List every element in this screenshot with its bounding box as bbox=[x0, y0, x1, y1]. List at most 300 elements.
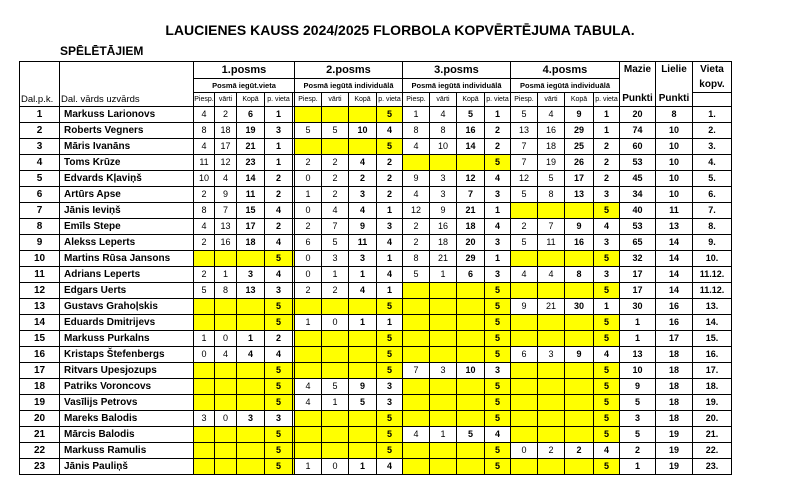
stage-2-place: 5 bbox=[377, 427, 403, 443]
stage-4-kopa bbox=[565, 331, 594, 347]
stage-2-varti: 4 bbox=[322, 203, 349, 219]
mazie-punkti: 1 bbox=[620, 331, 656, 347]
page-subtitle: SPĒLĒTĀJIEM bbox=[60, 44, 144, 58]
row-number: 7 bbox=[20, 203, 60, 219]
player-name: Ritvars Upesjozups bbox=[60, 363, 194, 379]
mazie-punkti: 5 bbox=[620, 395, 656, 411]
stage-3-place: 5 bbox=[485, 443, 511, 459]
overall-rank: 22. bbox=[693, 443, 732, 459]
mazie-punkti: 5 bbox=[620, 427, 656, 443]
mazie-punkti: 3 bbox=[620, 411, 656, 427]
stage-1-varti bbox=[215, 459, 237, 475]
stage-1-piesp bbox=[194, 427, 215, 443]
stage-2-piesp bbox=[295, 139, 322, 155]
stage-2-varti bbox=[322, 299, 349, 315]
stage-1-place: 3 bbox=[265, 123, 293, 139]
stage-1-kopa: 13 bbox=[237, 283, 265, 299]
stage-3-place: 5 bbox=[485, 459, 511, 475]
stage-4-kopa: 26 bbox=[565, 155, 594, 171]
stage-1-kopa bbox=[237, 363, 265, 379]
stage-4-varti: 7 bbox=[538, 219, 565, 235]
stage-4-sub: Posmā iegūtā individuālā bbox=[511, 79, 620, 93]
stage-4-place: 5 bbox=[594, 283, 620, 299]
overall-rank: 11.12. bbox=[693, 267, 732, 283]
stage-2-piesp: 1 bbox=[295, 459, 322, 475]
stage-2-place: 3 bbox=[377, 219, 403, 235]
stage-1-kopa: 1 bbox=[237, 331, 265, 347]
stage-1-kopa: 21 bbox=[237, 139, 265, 155]
stage-4-varti: 2 bbox=[538, 443, 565, 459]
stage-1-place: 2 bbox=[265, 187, 293, 203]
stage-2-varti: 3 bbox=[322, 251, 349, 267]
stage-3-kopa: 10 bbox=[457, 363, 485, 379]
stage-2-piesp: 4 bbox=[295, 395, 322, 411]
stage-4-kopa: 25 bbox=[565, 139, 594, 155]
table-row bbox=[20, 155, 732, 171]
stage-4-kopa bbox=[565, 315, 594, 331]
row-number: 13 bbox=[20, 299, 60, 315]
stage-2-piesp bbox=[295, 299, 322, 315]
stage-2-kopa: 5 bbox=[349, 395, 377, 411]
stage-3-varti: 3 bbox=[430, 363, 457, 379]
row-number: 23 bbox=[20, 459, 60, 475]
stage-4-place: 5 bbox=[594, 203, 620, 219]
stage-4-piesp: 6 bbox=[511, 347, 538, 363]
stage-2-piesp: 6 bbox=[295, 235, 322, 251]
stage-3-sub: Posmā iegūtā individuālā bbox=[403, 79, 511, 93]
row-number: 9 bbox=[20, 235, 60, 251]
stage-3-kopa bbox=[457, 315, 485, 331]
stage-1-kopa bbox=[237, 427, 265, 443]
player-name: Māris Ivanāns bbox=[60, 139, 194, 155]
stage-1-place: 5 bbox=[265, 443, 293, 459]
stage-2-kopa: 9 bbox=[349, 379, 377, 395]
row-number: 1 bbox=[20, 107, 60, 123]
stage-2-piesp: 0 bbox=[295, 267, 322, 283]
table-row bbox=[20, 235, 732, 251]
stage-3-piesp bbox=[403, 331, 430, 347]
mazie-punkti: 53 bbox=[620, 155, 656, 171]
col-header: p. vieta bbox=[265, 93, 293, 107]
stage-4-kopa bbox=[565, 427, 594, 443]
stage-3-varti: 9 bbox=[430, 203, 457, 219]
stage-2-kopa: 4 bbox=[349, 283, 377, 299]
stage-1-piesp bbox=[194, 459, 215, 475]
stage-3-varti: 8 bbox=[430, 123, 457, 139]
overall-rank: 20. bbox=[693, 411, 732, 427]
stage-2-kopa: 9 bbox=[349, 219, 377, 235]
stage-1-kopa bbox=[237, 299, 265, 315]
stage-2-place: 5 bbox=[377, 331, 403, 347]
stage-4-piesp bbox=[511, 395, 538, 411]
stage-3-place: 5 bbox=[485, 299, 511, 315]
stage-2-varti: 7 bbox=[322, 219, 349, 235]
stage-4-place: 4 bbox=[594, 219, 620, 235]
stage-1-piesp: 5 bbox=[194, 283, 215, 299]
mazie-punkti: 1 bbox=[620, 315, 656, 331]
col-header: vārti bbox=[215, 93, 237, 107]
stage-3-kopa: 7 bbox=[457, 187, 485, 203]
stage-1-piesp: 3 bbox=[194, 411, 215, 427]
stage-3-varti bbox=[430, 283, 457, 299]
stage-2-place: 4 bbox=[377, 459, 403, 475]
row-number: 21 bbox=[20, 427, 60, 443]
player-name: Vasīlijs Petrovs bbox=[60, 395, 194, 411]
stage-3-kopa bbox=[457, 443, 485, 459]
mazie-punkti: 9 bbox=[620, 379, 656, 395]
lielie-punkti: 16 bbox=[656, 299, 693, 315]
col-header: Kopā bbox=[457, 93, 485, 107]
overall-rank: 1. bbox=[693, 107, 732, 123]
lielie-punkti: 14 bbox=[656, 251, 693, 267]
stage-2-place: 5 bbox=[377, 411, 403, 427]
stage-4-varti bbox=[538, 363, 565, 379]
stage-4-kopa: 16 bbox=[565, 235, 594, 251]
col-header: Piesp. bbox=[295, 93, 322, 107]
row-number: 5 bbox=[20, 171, 60, 187]
stage-1-piesp bbox=[194, 315, 215, 331]
lielie-punkti: 8 bbox=[656, 107, 693, 123]
stage-2-piesp bbox=[295, 347, 322, 363]
stage-2-varti bbox=[322, 411, 349, 427]
stage-2-kopa bbox=[349, 331, 377, 347]
stage-4-piesp: 5 bbox=[511, 187, 538, 203]
lielie-punkti: 10 bbox=[656, 123, 693, 139]
name-column-header: Dal. vārds uzvārds bbox=[60, 93, 194, 107]
stage-1-kopa bbox=[237, 379, 265, 395]
stage-1-place: 5 bbox=[265, 251, 293, 267]
stage-2-piesp: 5 bbox=[295, 123, 322, 139]
stage-2-kopa: 4 bbox=[349, 155, 377, 171]
stage-3-varti: 16 bbox=[430, 219, 457, 235]
stage-2-varti bbox=[322, 331, 349, 347]
stage-1-varti: 16 bbox=[215, 235, 237, 251]
stage-1-piesp: 11 bbox=[194, 155, 215, 171]
mazie-punkti: 34 bbox=[620, 187, 656, 203]
stage-1-varti bbox=[215, 395, 237, 411]
mazie-punkti: 60 bbox=[620, 139, 656, 155]
stage-1-place: 1 bbox=[265, 139, 293, 155]
stage-1-place: 2 bbox=[265, 219, 293, 235]
stage-4-piesp bbox=[511, 427, 538, 443]
stage-3-place: 5 bbox=[485, 331, 511, 347]
stage-3-kopa: 16 bbox=[457, 123, 485, 139]
stage-3-place: 3 bbox=[485, 187, 511, 203]
player-name: Edvards Kļaviņš bbox=[60, 171, 194, 187]
overall-rank: 3. bbox=[693, 139, 732, 155]
stage-1-varti: 18 bbox=[215, 123, 237, 139]
stage-3-place: 4 bbox=[485, 171, 511, 187]
col-header: Piesp. bbox=[403, 93, 430, 107]
stage-4-place: 2 bbox=[594, 155, 620, 171]
stage-3-kopa bbox=[457, 459, 485, 475]
stage-3-place: 5 bbox=[485, 347, 511, 363]
stage-4-place: 4 bbox=[594, 443, 620, 459]
stage-4-kopa bbox=[565, 363, 594, 379]
stage-1-piesp bbox=[194, 299, 215, 315]
stage-4-piesp bbox=[511, 459, 538, 475]
stage-3-place: 1 bbox=[485, 107, 511, 123]
stage-1-place: 2 bbox=[265, 171, 293, 187]
lielie-punkti: 18 bbox=[656, 379, 693, 395]
mazie-punkti: 20 bbox=[620, 107, 656, 123]
col-header: Piesp. bbox=[194, 93, 215, 107]
stage-2-varti bbox=[322, 347, 349, 363]
stage-3-piesp: 4 bbox=[403, 187, 430, 203]
stage-4-kopa bbox=[565, 203, 594, 219]
lielie-punkti: 17 bbox=[656, 331, 693, 347]
stage-2-place: 2 bbox=[377, 187, 403, 203]
stage-2-piesp: 4 bbox=[295, 379, 322, 395]
stage-1-piesp: 10 bbox=[194, 171, 215, 187]
stage-4-place: 5 bbox=[594, 411, 620, 427]
stage-1-varti: 4 bbox=[215, 347, 237, 363]
stage-3-piesp: 5 bbox=[403, 267, 430, 283]
mazie-punkti: 17 bbox=[620, 267, 656, 283]
stage-3-varti: 3 bbox=[430, 187, 457, 203]
stage-1-piesp bbox=[194, 395, 215, 411]
table-row bbox=[20, 123, 732, 139]
stage-1-varti: 12 bbox=[215, 155, 237, 171]
stage-3-kopa bbox=[457, 283, 485, 299]
stage-3-place: 1 bbox=[485, 251, 511, 267]
lielie-punkti: 10 bbox=[656, 139, 693, 155]
row-number: 22 bbox=[20, 443, 60, 459]
stage-1-place: 2 bbox=[265, 331, 293, 347]
stage-3-piesp: 8 bbox=[403, 123, 430, 139]
stage-4-varti: 16 bbox=[538, 123, 565, 139]
stage-3-place: 5 bbox=[485, 155, 511, 171]
player-name: Jānis Ieviņš bbox=[60, 203, 194, 219]
stage-3-varti: 3 bbox=[430, 171, 457, 187]
stage-4-piesp: 13 bbox=[511, 123, 538, 139]
stage-1-place: 3 bbox=[265, 411, 293, 427]
stage-3-place: 5 bbox=[485, 411, 511, 427]
stage-3-place: 2 bbox=[485, 139, 511, 155]
stage-3-kopa: 6 bbox=[457, 267, 485, 283]
stage-1-piesp bbox=[194, 379, 215, 395]
stage-4-varti: 18 bbox=[538, 139, 565, 155]
stage-3-piesp bbox=[403, 443, 430, 459]
table-row bbox=[20, 459, 732, 475]
row-number: 2 bbox=[20, 123, 60, 139]
stage-1-varti: 2 bbox=[215, 107, 237, 123]
stage-4-place: 5 bbox=[594, 395, 620, 411]
stage-4-varti bbox=[538, 427, 565, 443]
player-name: Patriks Voroncovs bbox=[60, 379, 194, 395]
overall-rank: 11.12. bbox=[693, 283, 732, 299]
stage-4-kopa: 8 bbox=[565, 267, 594, 283]
table-row bbox=[20, 171, 732, 187]
stage-1-piesp: 4 bbox=[194, 219, 215, 235]
stage-2-piesp: 1 bbox=[295, 315, 322, 331]
stage-3-piesp bbox=[403, 299, 430, 315]
stage-1-place: 5 bbox=[265, 363, 293, 379]
stage-4-piesp bbox=[511, 251, 538, 267]
stage-3-kopa bbox=[457, 411, 485, 427]
stage-2-place: 2 bbox=[377, 155, 403, 171]
stage-2-varti: 2 bbox=[322, 283, 349, 299]
stage-4-varti bbox=[538, 315, 565, 331]
player-name: Roberts Vegners bbox=[60, 123, 194, 139]
stage-4-kopa: 9 bbox=[565, 347, 594, 363]
stage-2-kopa: 2 bbox=[349, 171, 377, 187]
stage-2-place: 1 bbox=[377, 251, 403, 267]
stage-2-piesp bbox=[295, 411, 322, 427]
stage-1-place: 4 bbox=[265, 267, 293, 283]
stage-4-place: 2 bbox=[594, 171, 620, 187]
mazie-punkti-header: Punkti bbox=[620, 93, 656, 107]
player-name: Edgars Uerts bbox=[60, 283, 194, 299]
table-row bbox=[20, 219, 732, 235]
stage-4-varti: 4 bbox=[538, 107, 565, 123]
stage-2-piesp: 2 bbox=[295, 219, 322, 235]
stage-3-varti: 21 bbox=[430, 251, 457, 267]
col-header: p. vieta bbox=[594, 93, 620, 107]
stage-1-varti: 1 bbox=[215, 267, 237, 283]
table-row bbox=[20, 363, 732, 379]
stage-1-place: 3 bbox=[265, 283, 293, 299]
stage-4-piesp bbox=[511, 411, 538, 427]
lielie-punkti: 16 bbox=[656, 315, 693, 331]
row-number: 15 bbox=[20, 331, 60, 347]
table-row bbox=[20, 315, 732, 331]
stage-1-piesp bbox=[194, 251, 215, 267]
lielie-punkti: 10 bbox=[656, 187, 693, 203]
stage-1-piesp: 4 bbox=[194, 107, 215, 123]
mazie-punkti: 13 bbox=[620, 347, 656, 363]
stage-4-varti bbox=[538, 395, 565, 411]
table-row bbox=[20, 299, 732, 315]
stage-1-place: 5 bbox=[265, 315, 293, 331]
stage-4-varti bbox=[538, 251, 565, 267]
stage-1-varti: 7 bbox=[215, 203, 237, 219]
stage-4-piesp: 2 bbox=[511, 219, 538, 235]
row-number: 11 bbox=[20, 267, 60, 283]
col-header: vārti bbox=[322, 93, 349, 107]
stage-2-piesp bbox=[295, 443, 322, 459]
player-name: Emīls Stepe bbox=[60, 219, 194, 235]
stage-2-varti: 5 bbox=[322, 235, 349, 251]
stage-3-piesp bbox=[403, 347, 430, 363]
stage-2-kopa: 11 bbox=[349, 235, 377, 251]
lielie-punkti: 10 bbox=[656, 171, 693, 187]
stage-1-kopa: 3 bbox=[237, 411, 265, 427]
stage-1-varti bbox=[215, 251, 237, 267]
stage-4-kopa bbox=[565, 379, 594, 395]
stage-4-kopa: 9 bbox=[565, 107, 594, 123]
mazie-punkti: 17 bbox=[620, 283, 656, 299]
col-header: p. vieta bbox=[377, 93, 403, 107]
stage-2-varti: 1 bbox=[322, 395, 349, 411]
row-number: 14 bbox=[20, 315, 60, 331]
table-row bbox=[20, 251, 732, 267]
stage-4-piesp bbox=[511, 203, 538, 219]
stage-4-place: 5 bbox=[594, 251, 620, 267]
stage-3-place: 5 bbox=[485, 283, 511, 299]
stage-3-kopa: 20 bbox=[457, 235, 485, 251]
stage-3-kopa: 14 bbox=[457, 139, 485, 155]
mazie-punkti: 45 bbox=[620, 171, 656, 187]
stage-3-varti: 1 bbox=[430, 427, 457, 443]
stage-3-place: 5 bbox=[485, 315, 511, 331]
mazie-punkti: 2 bbox=[620, 443, 656, 459]
player-name: Alekss Leperts bbox=[60, 235, 194, 251]
overall-rank: 21. bbox=[693, 427, 732, 443]
stage-4-piesp: 5 bbox=[511, 107, 538, 123]
stage-1-sub: Posmā iegūt.vieta bbox=[194, 79, 295, 93]
mazie-punkti: 10 bbox=[620, 363, 656, 379]
stage-4-header: 4.posms bbox=[511, 62, 620, 79]
stage-2-varti: 5 bbox=[322, 379, 349, 395]
player-name: Artūrs Apse bbox=[60, 187, 194, 203]
stage-1-kopa: 23 bbox=[237, 155, 265, 171]
stage-2-varti: 2 bbox=[322, 171, 349, 187]
stage-3-kopa: 21 bbox=[457, 203, 485, 219]
stage-3-varti bbox=[430, 395, 457, 411]
stage-3-piesp: 7 bbox=[403, 363, 430, 379]
stage-2-place: 1 bbox=[377, 315, 403, 331]
stage-1-piesp: 1 bbox=[194, 331, 215, 347]
stage-3-varti bbox=[430, 331, 457, 347]
table-row bbox=[20, 283, 732, 299]
stage-1-piesp bbox=[194, 443, 215, 459]
table-row bbox=[20, 139, 732, 155]
stage-1-kopa: 15 bbox=[237, 203, 265, 219]
stage-1-kopa bbox=[237, 395, 265, 411]
stage-1-kopa: 6 bbox=[237, 107, 265, 123]
stage-1-place: 1 bbox=[265, 155, 293, 171]
stage-1-piesp: 0 bbox=[194, 347, 215, 363]
mazie-punkti: 32 bbox=[620, 251, 656, 267]
stage-3-kopa: 5 bbox=[457, 107, 485, 123]
stage-3-place: 3 bbox=[485, 363, 511, 379]
row-number: 16 bbox=[20, 347, 60, 363]
stage-4-piesp: 9 bbox=[511, 299, 538, 315]
stage-1-kopa: 11 bbox=[237, 187, 265, 203]
stage-4-varti: 4 bbox=[538, 267, 565, 283]
stage-3-kopa: 29 bbox=[457, 251, 485, 267]
stage-2-varti: 0 bbox=[322, 315, 349, 331]
stage-2-piesp: 1 bbox=[295, 187, 322, 203]
mazie-punkti: 53 bbox=[620, 219, 656, 235]
vieta-header-2: kopv. bbox=[693, 79, 732, 93]
stage-2-varti bbox=[322, 107, 349, 123]
stage-2-header: 2.posms bbox=[295, 62, 403, 79]
stage-3-piesp: 4 bbox=[403, 139, 430, 155]
lielie-punkti: 14 bbox=[656, 283, 693, 299]
row-number: 20 bbox=[20, 411, 60, 427]
stage-1-place: 5 bbox=[265, 395, 293, 411]
stage-1-varti: 4 bbox=[215, 171, 237, 187]
lielie-punkti: 10 bbox=[656, 155, 693, 171]
stage-1-place: 5 bbox=[265, 427, 293, 443]
table-row bbox=[20, 203, 732, 219]
stage-4-kopa: 2 bbox=[565, 443, 594, 459]
mazie-punkti: 1 bbox=[620, 459, 656, 475]
stage-3-varti bbox=[430, 155, 457, 171]
lielie-punkti: 19 bbox=[656, 427, 693, 443]
stage-2-piesp: 2 bbox=[295, 155, 322, 171]
stage-3-varti: 1 bbox=[430, 267, 457, 283]
mazie-punkti: 30 bbox=[620, 299, 656, 315]
table-row bbox=[20, 411, 732, 427]
stage-1-varti: 8 bbox=[215, 283, 237, 299]
stage-4-varti: 5 bbox=[538, 171, 565, 187]
player-name: Mārcis Balodis bbox=[60, 427, 194, 443]
row-number: 18 bbox=[20, 379, 60, 395]
stage-2-place: 5 bbox=[377, 347, 403, 363]
